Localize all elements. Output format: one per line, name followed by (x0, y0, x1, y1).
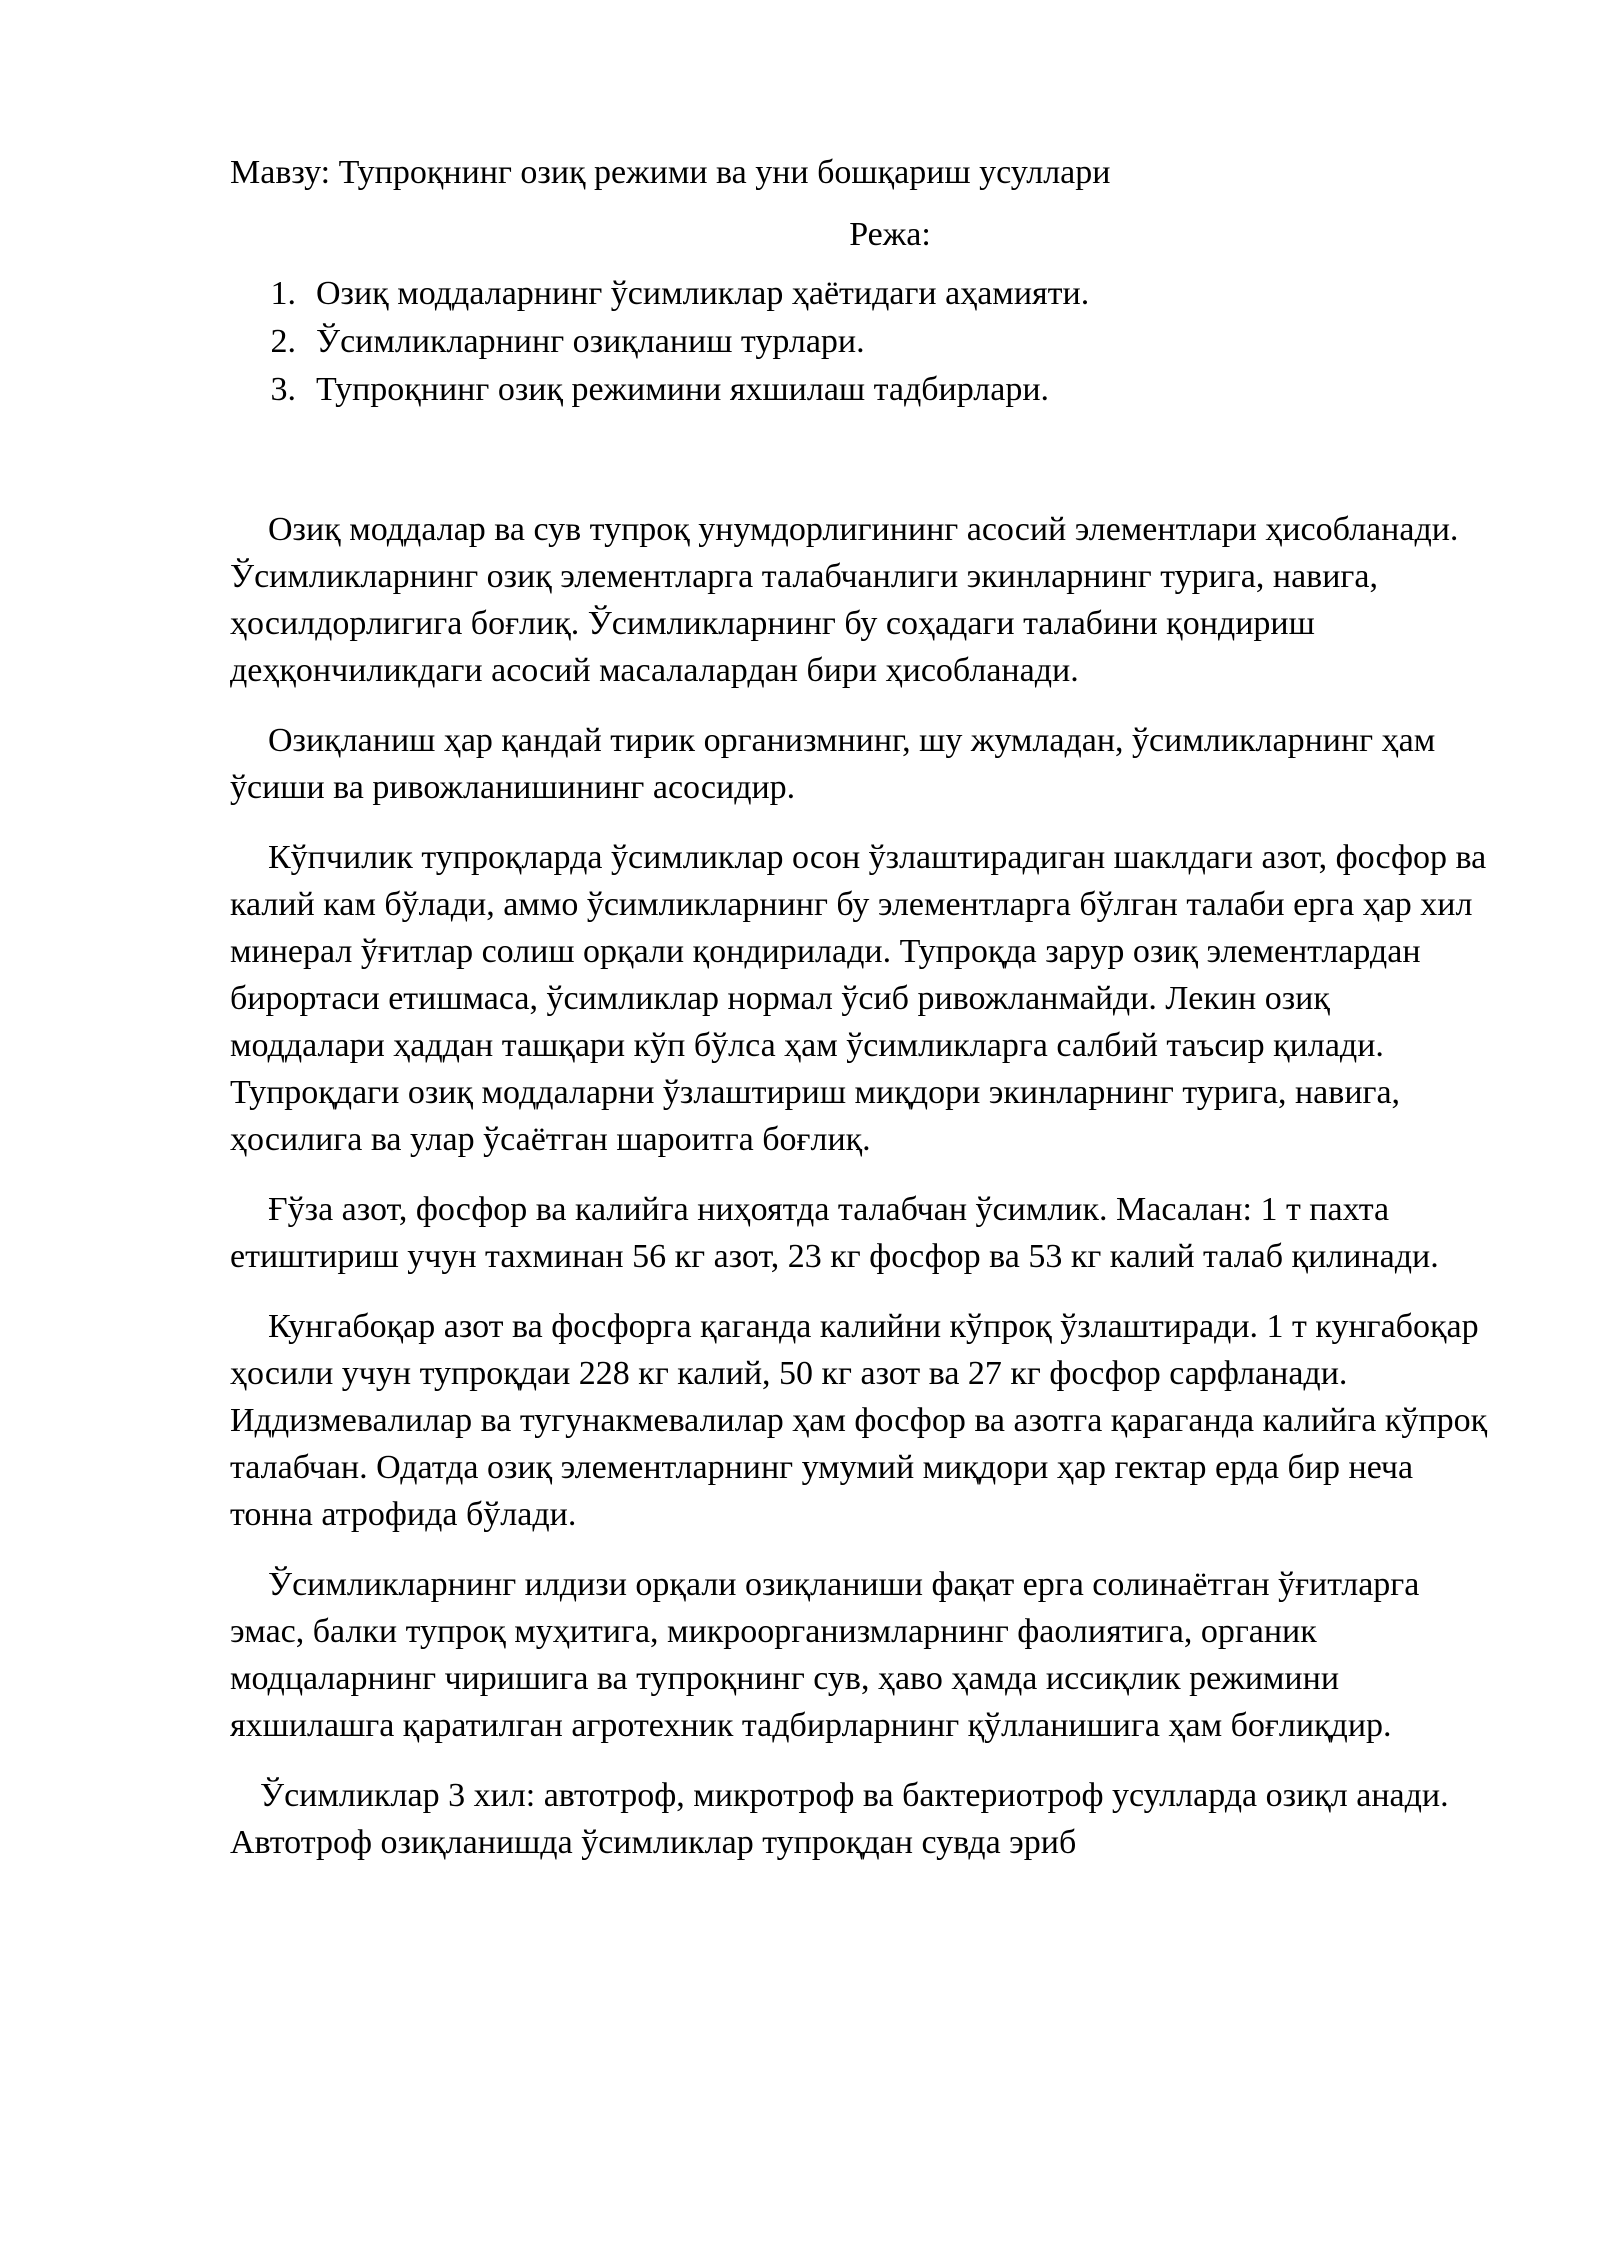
plan-heading: Режа: (849, 216, 931, 253)
plan-item-text: Тупроқнинг озиқ режимини яхшилаш тадбирлари. (316, 371, 1050, 408)
document-body (230, 506, 1490, 1866)
body-paragraph: Кўпчилик тупроқларда ўсимликлар осон ўзлаштирадиган шаклдаги азот, фосфор ва калий кам бўлади, аммо ўсимликларнинг бу элементларга бўлган талаби ерга ҳар хил минерал ўғитлар солиш орқали қондирилади. Тупроқда зарур озиқ элементлардан бирортаси етишмаса, ўсимликлар нормал ўсиб ривожланмайди. Лекин озиқ моддалари ҳаддан ташқари кўп бўлса ҳам ўсимликларга салбий таъсир қилади. Тупроқдаги озиқ моддаларни ўзлаштириш миқдори экинларнинг турига, навига, ҳосилига ва улар ўсаётган шароитга боғлиқ. (230, 839, 1487, 1158)
body-paragraph: Ўсимликлар 3 хил: автотроф, микротроф ва бактериотроф усулларда озиқл анади. Автотроф озиқланишда ўсимликлар тупроқдан сувда эриб (230, 1777, 1449, 1861)
plan-item-number: 2. (270, 323, 296, 360)
document-topic: Мавзу: Тупроқнинг озиқ режими ва уни бошқариш усуллари (230, 154, 1111, 191)
plan-item (230, 366, 1490, 414)
plan-item-text: Озиқ моддаларнинг ўсимликлар ҳаётидаги аҳамияти. (316, 275, 1090, 312)
body-paragraph: Ғўза азот, фосфор ва калийга ниҳоятда талабчан ўсимлик. Масалан: 1 т пахта етиштириш учун тахминан 56 кг азот, 23 кг фосфор ва 53 кг калий талаб қилинади. (230, 1191, 1439, 1275)
plan-item (230, 318, 1490, 366)
body-paragraph: Ўсимликларнинг илдизи орқали озиқланиши фақат ерга солинаётган ўғитларга эмас, балки тупроқ муҳитига, микроорганизмларнинг фаолиятига, органик модцаларнинг чиришига ва тупроқнинг сув, ҳаво ҳамда иссиқлик режимини яхшилашга қаратилган агротехник тадбирларнинг қўлланишига ҳам боғлиқдир. (230, 1566, 1420, 1744)
plan-item-number: 1. (270, 275, 296, 312)
plan-item (230, 270, 1490, 318)
body-paragraph: Кунгабоқар азот ва фосфорга қаганда калийни кўпроқ ўзлаштиради. 1 т кунгабоқар ҳосили учун тупроқдаи 228 кг калий, 50 кг азот ва 27 кг фосфор сарфланади. Иддизмевалилар ва тугунакмевалилар ҳам фосфор ва азотга қараганда калийга кўпроқ талабчан. Одатда озиқ элементларнинг умумий миқдори ҳар гектар ерда бир неча тонна атрофида бўлади. (230, 1308, 1488, 1533)
body-paragraph: Озиқ моддалар ва сув тупроқ унумдорлигининг асосий элементлари ҳисобланади. Ўсимликларнинг озиқ элементларга талабчанлиги экинларнинг турига, навига, ҳосилдорлигига боғлиқ. Ўсимликларнинг бу соҳадаги талабини қондириш деҳқончиликдаги асосий масалалардан бири ҳисобланади. (230, 511, 1459, 689)
plan-list (230, 270, 1490, 414)
plan-item-text: Ўсимликларнинг озиқланиш турлари. (316, 323, 865, 360)
body-paragraph: Озиқланиш ҳар қандай тирик организмнинг, шу жумладан, ўсимликларнинг ҳам ўсиши ва ривожланишининг асосидир. (230, 722, 1436, 806)
document-page (230, 150, 1490, 1889)
plan-item-number: 3. (270, 371, 296, 408)
